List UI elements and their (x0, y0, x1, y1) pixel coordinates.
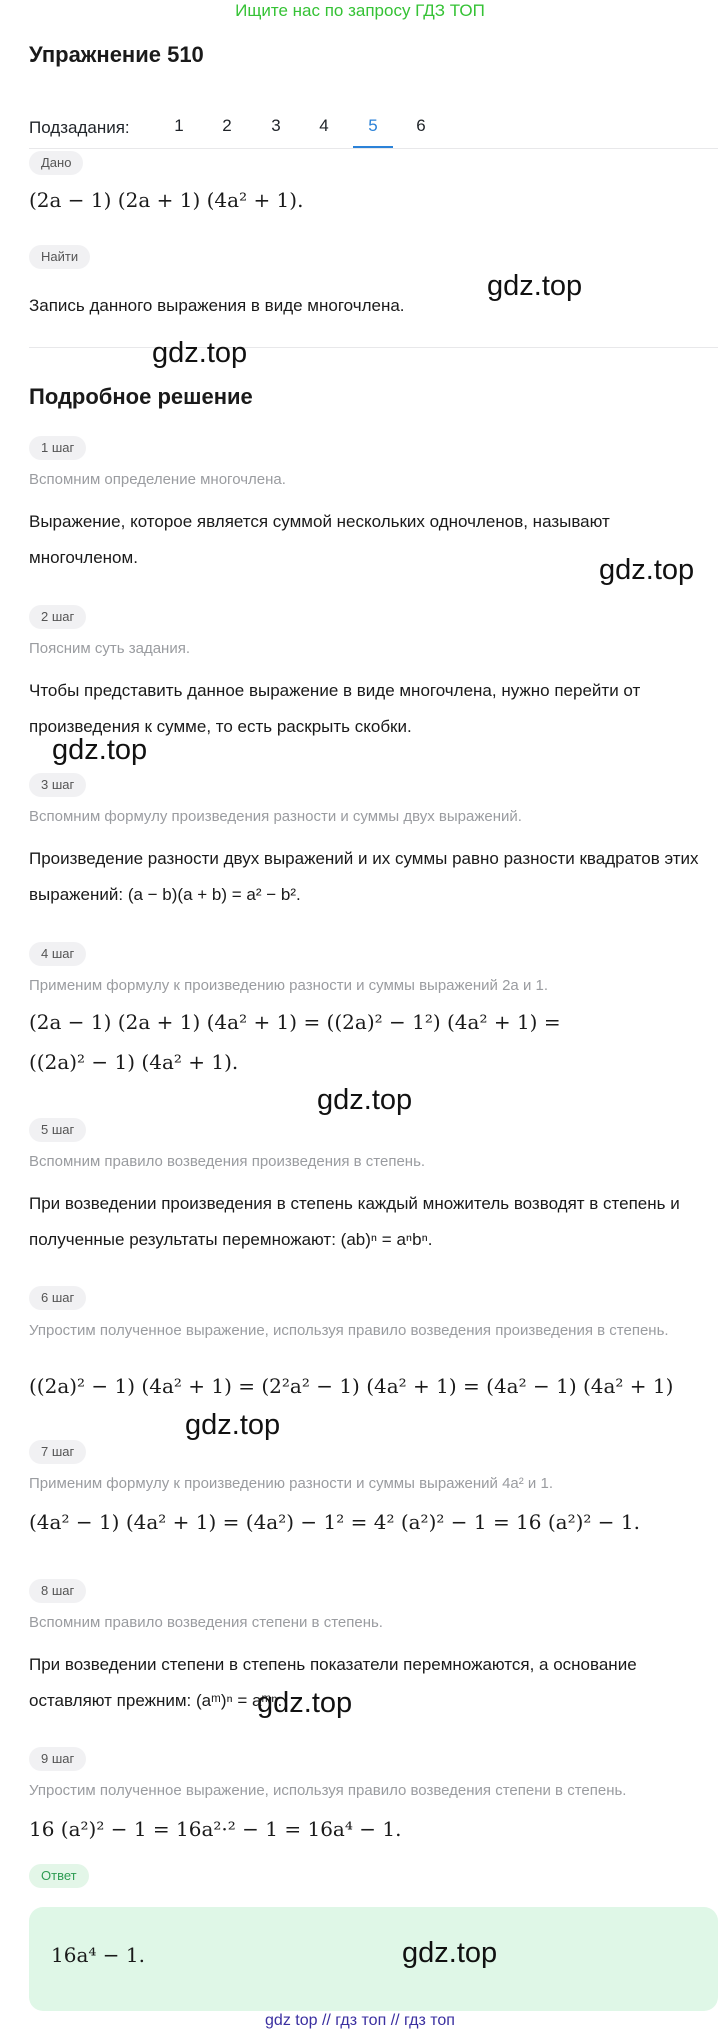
answer-expression: 16a⁴ − 1. (51, 1943, 145, 1967)
step-math: ((2a)² − 1) (4a² + 1) = (2²a² − 1) (4a² + 1) = (4a² − 1) (4a² + 1) (29, 1374, 674, 1398)
step-badge: 6 шаг (29, 1286, 86, 1310)
step-hint: Вспомним правило возведения произведения в степень. (29, 1153, 426, 1170)
search-banner: Ищите нас по запросу ГДЗ ТОП (235, 1, 485, 20)
step-badge: 3 шаг (29, 773, 86, 797)
footer-links[interactable]: gdz top // гдз топ // гдз топ (265, 2012, 455, 2029)
page-title: Упражнение 510 (29, 42, 204, 67)
step-text: При возведении степени в степень показатели перемножаются, а основание оставляют прежним: (aᵐ)ⁿ = aᵐⁿ. (29, 1655, 637, 1710)
step-badge: 4 шаг (29, 942, 86, 966)
tab-subtask-6[interactable]: 6 (416, 116, 426, 135)
subtasks-label: Подзадания: (29, 118, 130, 137)
step-badge: 7 шаг (29, 1440, 86, 1464)
subtasks-bar (29, 96, 718, 149)
section-divider (29, 347, 718, 348)
watermark: gdz.top (152, 337, 248, 369)
given-badge: Дано (29, 151, 83, 175)
step-hint: Вспомним определение многочлена. (29, 471, 286, 488)
step-hint: Вспомним формулу произведения разности и суммы двух выражений. (29, 808, 522, 825)
find-badge: Найти (29, 245, 90, 269)
step-hint: Упростим полученное выражение, используя правило возведения степени в степень. (29, 1782, 627, 1799)
watermark: gdz.top (599, 554, 695, 586)
watermark: gdz.top (317, 1084, 413, 1116)
watermark: gdz.top (257, 1687, 353, 1719)
step-badge: 5 шаг (29, 1118, 86, 1142)
step-text: Выражение, которое является суммой нескольких одночленов, называют многочленом. (29, 512, 610, 567)
step-hint: Вспомним правило возведения степени в степень. (29, 1614, 383, 1631)
watermark: gdz.top (402, 1937, 498, 1969)
tab-subtask-5[interactable]: 5 (353, 116, 393, 148)
step-math: 16 (a²)² − 1 = 16a²·² − 1 = 16a⁴ − 1. (29, 1817, 402, 1841)
watermark: gdz.top (185, 1409, 281, 1441)
step-text: При возведении произведения в степень каждый множитель возводят в степень и полученные результаты перемножают: (ab)ⁿ = aⁿbⁿ. (29, 1194, 680, 1249)
step-badge: 9 шаг (29, 1747, 86, 1771)
tab-subtask-1[interactable]: 1 (174, 116, 184, 135)
tab-subtask-3[interactable]: 3 (271, 116, 281, 135)
watermark: gdz.top (487, 270, 583, 302)
step-math: (2a − 1) (2a + 1) (4a² + 1) = ((2a)² − 1²) (4a² + 1) = (29, 1010, 561, 1034)
step-math: (4a² − 1) (4a² + 1) = (4a²) − 1² = 4² (a²)² − 1 = 16 (a²)² − 1. (29, 1510, 640, 1534)
step-hint: Поясним суть задания. (29, 640, 191, 657)
step-text: Чтобы представить данное выражение в виде многочлена, нужно перейти от произведения к сумме, то есть раскрыть скобки. (29, 681, 641, 736)
step-hint: Применим формулу к произведению разности и суммы выражений 2a и 1. (29, 977, 548, 994)
exercise-card (12, 22, 718, 2012)
step-badge: 1 шаг (29, 436, 86, 460)
find-text: Запись данного выражения в виде многочлена. (29, 296, 405, 315)
watermark: gdz.top (52, 734, 148, 766)
tab-subtask-4[interactable]: 4 (319, 116, 329, 135)
step-math: ((2a)² − 1) (4a² + 1). (29, 1050, 239, 1074)
answer-box (29, 1907, 718, 2011)
tab-subtask-2[interactable]: 2 (222, 116, 232, 135)
step-hint: Упростим полученное выражение, используя правило возведения произведения в степень. (29, 1322, 669, 1339)
step-badge: 2 шаг (29, 605, 86, 629)
step-badge: 8 шаг (29, 1579, 86, 1603)
step-hint: Применим формулу к произведению разности и суммы выражений 4a² и 1. (29, 1475, 553, 1492)
step-text: Произведение разности двух выражений и их суммы равно разности квадратов этих выражений: (a − b)(a + b) = a² − b². (29, 849, 699, 904)
answer-badge: Ответ (29, 1864, 89, 1888)
solution-heading: Подробное решение (29, 384, 253, 409)
given-expression: (2a − 1) (2a + 1) (4a² + 1). (29, 188, 304, 212)
